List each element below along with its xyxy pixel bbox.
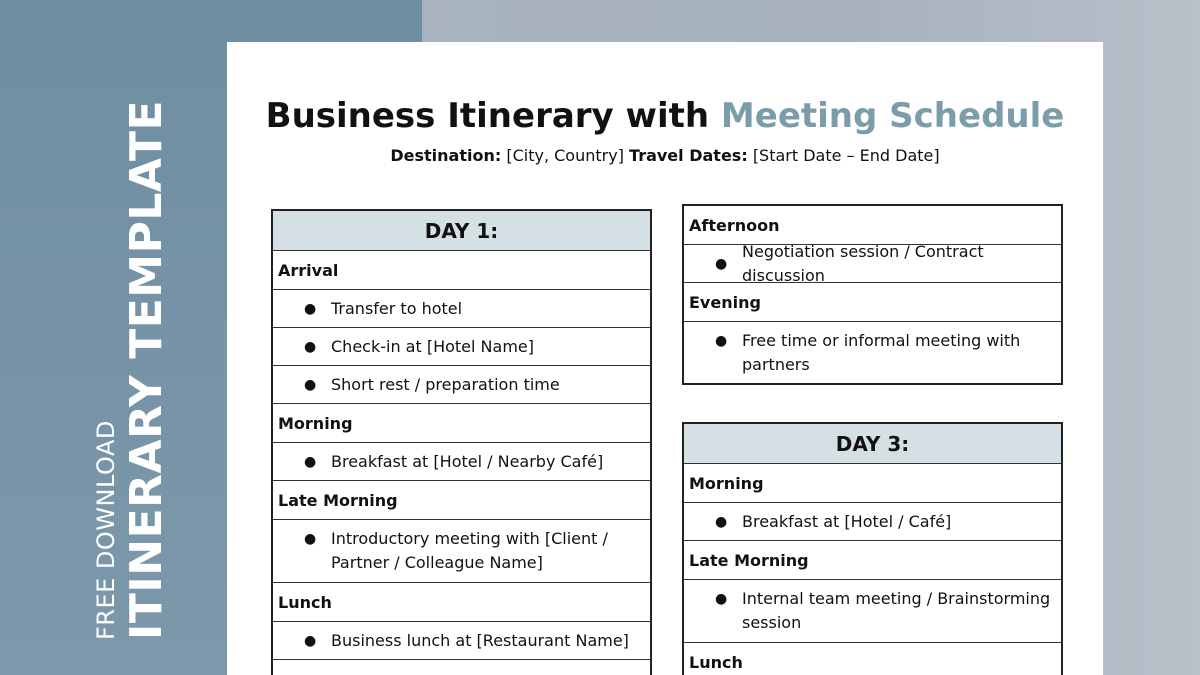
day3-morning-item xyxy=(684,503,1061,541)
item-text: Business lunch at [Restaurant Name] xyxy=(331,630,629,650)
day1-section-late-morning: Late Morning xyxy=(273,481,650,520)
day1-section-lunch: Lunch xyxy=(273,583,650,622)
day3-late-morning-item xyxy=(684,580,1061,643)
title-main: Business Itinerary with xyxy=(265,96,710,136)
bullet-icon: ● xyxy=(304,338,317,355)
page-title xyxy=(227,96,1103,136)
day2-continued-table xyxy=(682,204,1063,385)
bullet-icon: ● xyxy=(304,531,317,547)
bullet-icon: ● xyxy=(304,632,317,649)
day3-table xyxy=(682,422,1063,675)
day1-morning-item xyxy=(273,443,650,481)
bullet-icon: ● xyxy=(304,300,317,317)
destination-label: Destination: xyxy=(390,146,502,165)
bullet-icon: ● xyxy=(715,255,728,272)
side-banner xyxy=(92,100,172,640)
day1-heading: DAY 1: xyxy=(273,211,650,251)
item-text: Negotiation session / Contract discussion xyxy=(742,241,984,285)
destination-value: [City, Country] xyxy=(506,146,624,165)
item-text: Transfer to hotel xyxy=(331,298,463,318)
item-text: Breakfast at [Hotel / Nearby Café] xyxy=(331,451,604,471)
day3-section-late-morning: Late Morning xyxy=(684,541,1061,580)
bullet-icon: ● xyxy=(715,333,728,349)
bullet-icon: ● xyxy=(304,453,317,470)
day1-arrival-item xyxy=(273,328,650,366)
item-text: Introductory meeting with [Client / Partner / Colleague Name] xyxy=(331,529,608,572)
day3-section-morning: Morning xyxy=(684,464,1061,503)
bullet-icon: ● xyxy=(304,376,317,393)
day2-evening-item xyxy=(684,322,1061,385)
day1-table xyxy=(271,209,652,675)
day1-late-morning-item xyxy=(273,520,650,583)
day1-section-morning: Morning xyxy=(273,404,650,443)
day2-afternoon-item xyxy=(684,241,1061,285)
day1-arrival-item xyxy=(273,366,650,404)
trip-details xyxy=(227,146,1103,165)
day1-section-arrival: Arrival xyxy=(273,251,650,290)
day1-arrival-item xyxy=(273,290,650,328)
item-text: Free time or informal meeting with partners xyxy=(742,331,1021,374)
day1-empty-row xyxy=(273,660,650,675)
item-text: Breakfast at [Hotel / Café] xyxy=(742,511,952,531)
day3-heading: DAY 3: xyxy=(684,424,1061,464)
item-text: Internal team meeting / Brainstorming session xyxy=(742,589,1051,632)
bullet-icon: ● xyxy=(715,513,728,530)
day2-section-afternoon: Afternoon xyxy=(684,206,1061,245)
day1-lunch-item xyxy=(273,622,650,660)
bullet-icon: ● xyxy=(715,591,728,607)
travel-dates-label: Travel Dates: xyxy=(629,146,748,165)
day2-section-evening: Evening xyxy=(684,283,1061,322)
day3-section-lunch: Lunch xyxy=(689,653,743,672)
travel-dates-value: [Start Date – End Date] xyxy=(752,146,940,165)
item-text: Check-in at [Hotel Name] xyxy=(331,336,534,356)
side-banner-small-text: FREE DOWNLOAD xyxy=(92,420,120,640)
title-accent: Meeting Schedule xyxy=(720,96,1065,136)
document-page xyxy=(227,42,1103,675)
item-text: Short rest / preparation time xyxy=(331,374,560,394)
side-banner-big-text: ITINERARY TEMPLATE xyxy=(121,99,172,640)
